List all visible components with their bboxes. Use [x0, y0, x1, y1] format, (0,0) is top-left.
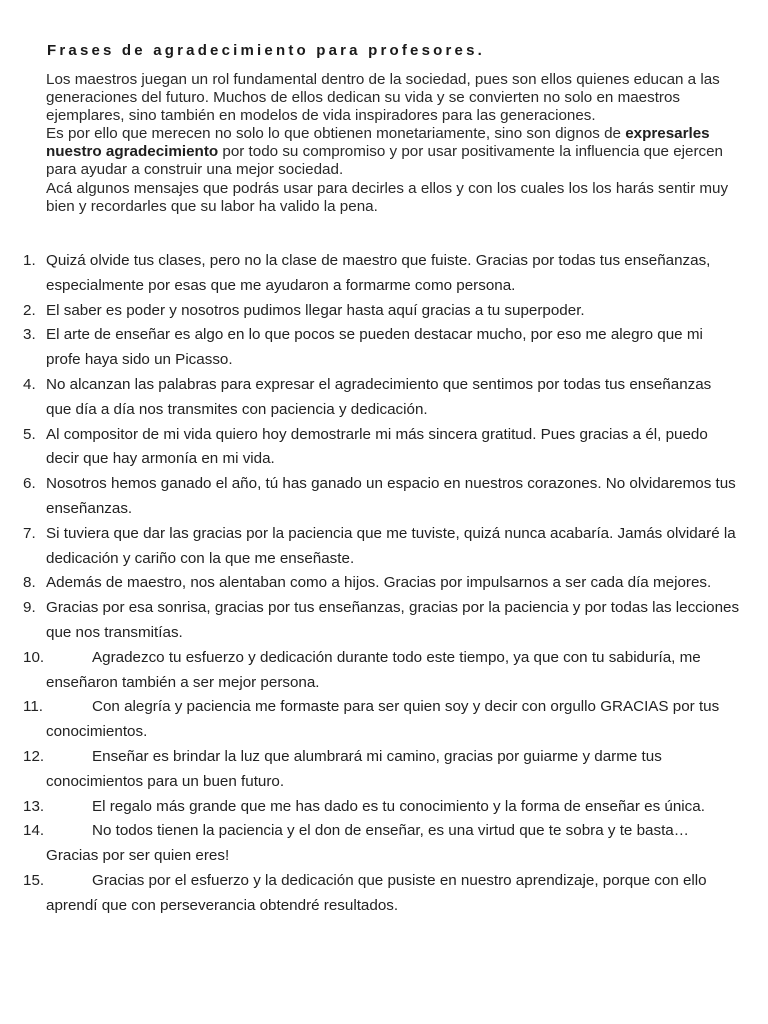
list-item-text: Si tuviera que dar las gracias por la paciencia que me tuviste, quizá nunca acabaría. Jamás olvidaré la dedicación y cariño con la que me enseñaste.: [46, 524, 736, 567]
list-item-text: El regalo más grande que me has dado es tu conocimiento y la forma de enseñar es única.: [92, 797, 705, 815]
list-item-text: Enseñar es brindar la luz que alumbrará mi camino, gracias por guiarme y darme tus conocimientos para un buen futuro.: [46, 747, 662, 790]
list-item-text: Con alegría y paciencia me formaste para ser quien soy y decir con orgullo GRACIAS por tus conocimientos.: [46, 698, 720, 741]
phrases-list: [0, 249, 740, 919]
list-item: [0, 695, 740, 745]
list-item-number: 9.: [23, 599, 36, 617]
list-item: [0, 299, 740, 324]
list-item-text: El saber es poder y nosotros pudimos llegar hasta aquí gracias a tu superpoder.: [46, 301, 585, 319]
list-item-number: 7.: [23, 524, 36, 542]
list-item-text: Nosotros hemos ganado el año, tú has ganado un espacio en nuestros corazones. No olvidaremos tus enseñanzas.: [46, 475, 736, 517]
list-item-text: El arte de enseñar es algo en lo que pocos se pueden destacar mucho, por eso me alegro que mi profe haya sido un Picasso.: [46, 326, 703, 369]
list-item-number: 14.: [23, 822, 45, 840]
list-item-number: 13.: [23, 797, 45, 815]
list-item-text: No todos tienen la paciencia y el don de enseñar, es una virtud que te sobra y te basta… Gracias por ser quien eres!: [46, 822, 689, 865]
list-item-text: Gracias por el esfuerzo y la dedicación que pusiste en nuestro aprendizaje, porque con ello aprendí que con perseverancia obtendré resultados.: [46, 871, 707, 914]
list-item-text: No alcanzan las palabras para expresar el agradecimiento que sentimos por todas tus enseñanzas que día a día nos transmites con paciencia y dedicación.: [46, 375, 712, 418]
list-item: [0, 249, 740, 299]
list-item-number: 15.: [23, 871, 45, 889]
list-item-number: 8.: [23, 574, 36, 592]
list-item-number: 6.: [23, 475, 36, 493]
list-item: [0, 423, 740, 473]
list-item-number: 2.: [23, 301, 36, 319]
intro-paragraph-3: Acá algunos mensajes que podrás usar para decirles a ellos y con los cuales los los harás sentir muy bien y recordarles que su labor ha valido la pena.: [46, 179, 729, 215]
list-item-number: 11.: [23, 698, 43, 716]
list-item: [0, 373, 740, 423]
list-item: [0, 596, 740, 646]
list-item-number: 3.: [23, 326, 36, 344]
list-item: [0, 795, 740, 820]
list-item-number: 12.: [23, 747, 45, 765]
list-item: [0, 745, 740, 795]
list-item: [0, 472, 740, 522]
intro-paragraph-2: [46, 125, 736, 179]
list-item: [0, 323, 740, 373]
list-item-text: Gracias por esa sonrisa, gracias por tus enseñanzas, gracias por la paciencia y por todas las lecciones que nos transmitías.: [46, 599, 740, 641]
intro-paragraph-2-end: por todo su compromiso y por usar positivamente la influencia que ejercen para ayudar a construir una mejor sociedad.: [46, 143, 724, 179]
list-item-text: Al compositor de mi vida quiero hoy demostrarle mi más sincera gratitud. Pues gracias a él, puedo decir que hay armonía en mi vida.: [46, 425, 708, 468]
list-item-text: Quizá olvide tus clases, pero no la clase de maestro que fuiste. Gracias por todas tus enseñanzas, especialmente por esas que me ayudaron a formarme como persona.: [46, 252, 711, 294]
list-item-number: 10.: [23, 648, 45, 666]
list-item: [0, 571, 740, 596]
list-item: [0, 522, 740, 572]
list-item-text: Agradezco tu esfuerzo y dedicación durante todo este tiempo, ya que con tu sabiduría, me enseñaron también a ser mejor persona.: [46, 648, 701, 691]
list-item: [0, 646, 740, 696]
list-item-number: 4.: [23, 375, 36, 393]
intro-paragraph-1: Los maestros juegan un rol fundamental dentro de la sociedad, pues son ellos quienes educan a las generaciones del futuro. Muchos de ellos dedican su vida y se convierten no solo en maestros ejemplares, sino también en modelos de vida inspiradores para las generaciones.: [46, 71, 720, 125]
list-item: [0, 819, 740, 869]
list-item: [0, 869, 740, 919]
list-item-number: 5.: [23, 425, 36, 443]
intro-paragraph-2-start: Es por ello que merecen no solo lo que obtienen monetariamente, sino son dignos de: [46, 125, 626, 143]
document-title: Frases de agradecimiento para profesores.: [47, 42, 485, 59]
list-item-number: 1.: [23, 252, 36, 269]
list-item-text: Además de maestro, nos alentaban como a hijos. Gracias por impulsarnos a ser cada día mejores.: [46, 574, 712, 592]
intro-section: [46, 71, 736, 216]
intro-bold-phrase: expresarles nuestro agradecimiento: [46, 125, 710, 161]
